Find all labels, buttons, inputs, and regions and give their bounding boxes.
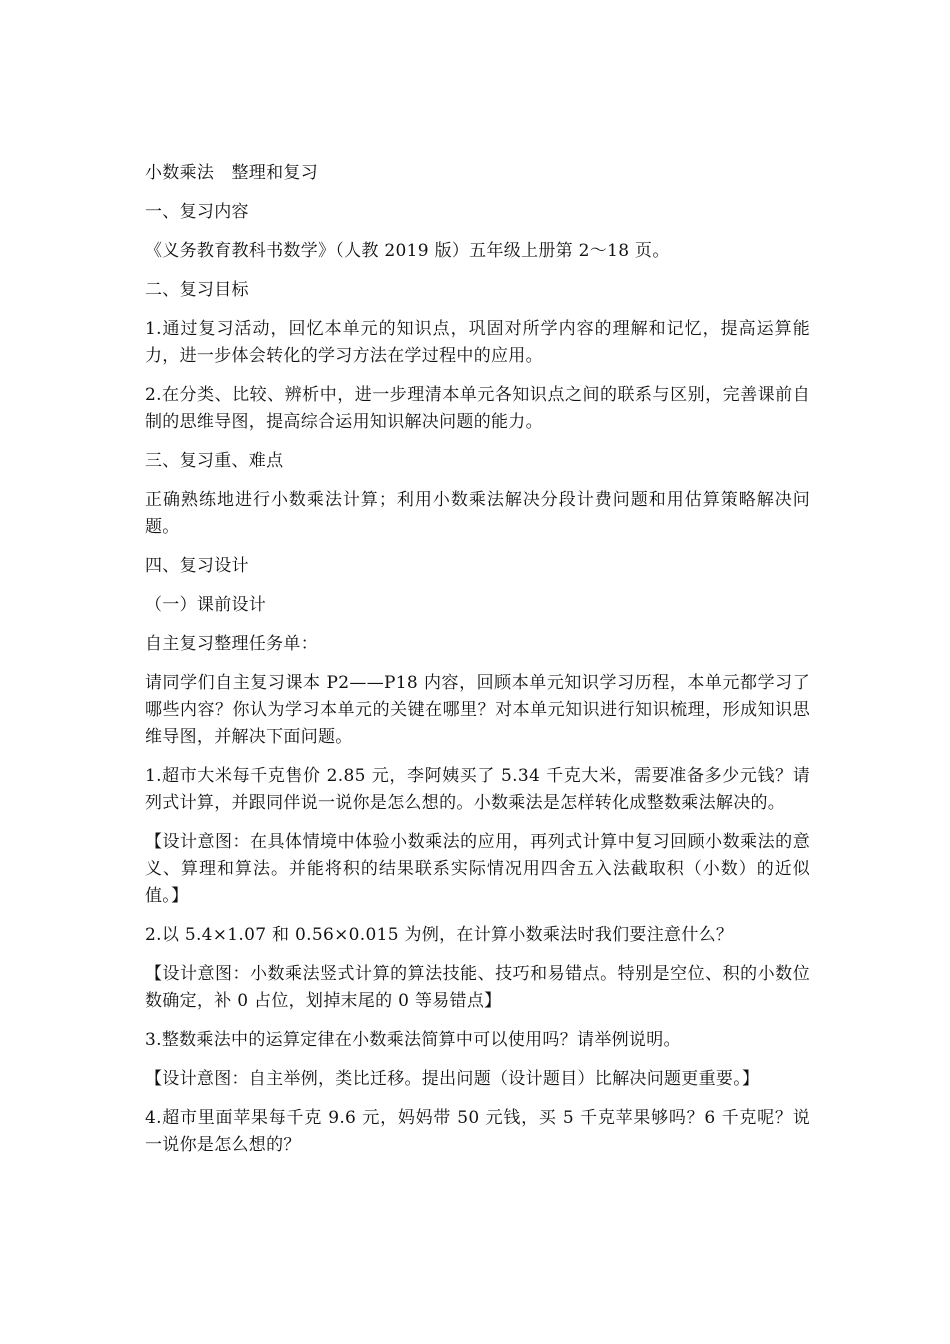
section-heading-review-design: 四、复习设计 xyxy=(145,556,249,576)
document-title: 小数乘法 整理和复习 xyxy=(145,163,318,183)
question-item: 4.超市里面苹果每千克 9.6 元，妈妈带 50 元钱，买 5 千克苹果够吗？6 千克呢？说一说你是怎么想的？ xyxy=(145,1108,810,1155)
design-intent-note: 【设计意图：自主举例，类比迁移。提出问题（设计题目）比解决问题更重要。】 xyxy=(145,1069,760,1089)
question-item: 2.以 5.4×1.07 和 0.56×0.015 为例，在计算小数乘法时我们要注意什么？ xyxy=(145,925,734,945)
subsection-heading-pre-class: （一）课前设计 xyxy=(145,595,267,615)
paragraph: 《义务教育教科书数学》（人教 2019 版）五年级上册第 2～18 页。 xyxy=(145,241,670,261)
paragraph: 请同学们自主复习课本 P2——P18 内容，回顾本单元知识学习历程，本单元都学习了哪些内容？你认为学习本单元的关键在哪里？对本单元知识进行知识梳理，形成知识思维导图，并解决下面问题。 xyxy=(145,673,810,747)
paragraph: 自主复习整理任务单： xyxy=(145,634,318,654)
section-heading-review-goals: 二、复习目标 xyxy=(145,280,249,300)
section-heading-key-points: 三、复习重、难点 xyxy=(145,451,284,471)
paragraph: 正确熟练地进行小数乘法计算；利用小数乘法解决分段计费问题和用估算策略解决问题。 xyxy=(145,490,810,537)
design-intent-note: 【设计意图：在具体情境中体验小数乘法的应用，再列式计算中复习回顾小数乘法的意义、算理和算法。并能将积的结果联系实际情况用四舍五入法截取积（小数）的近似值。】 xyxy=(145,832,810,906)
document-body xyxy=(145,160,810,1171)
design-intent-note: 【设计意图：小数乘法竖式计算的算法技能、技巧和易错点。特别是空位、积的小数位数确定，补 0 占位，划掉末尾的 0 等易错点】 xyxy=(145,964,810,1011)
paragraph: 2.在分类、比较、辨析中，进一步理清本单元各知识点之间的联系与区别，完善课前自制的思维导图，提高综合运用知识解决问题的能力。 xyxy=(145,385,810,432)
paragraph: 1.通过复习活动，回忆本单元的知识点，巩固对所学内容的理解和记忆，提高运算能力，进一步体会转化的学习方法在学过程中的应用。 xyxy=(145,319,810,366)
section-heading-review-content: 一、复习内容 xyxy=(145,202,249,222)
question-item: 1.超市大米每千克售价 2.85 元，李阿姨买了 5.34 千克大米，需要准备多少元钱？请列式计算，并跟同伴说一说你是怎么想的。小数乘法是怎样转化成整数乘法解决的。 xyxy=(145,766,810,813)
question-item: 3.整数乘法中的运算定律在小数乘法简算中可以使用吗？请举例说明。 xyxy=(145,1030,681,1050)
